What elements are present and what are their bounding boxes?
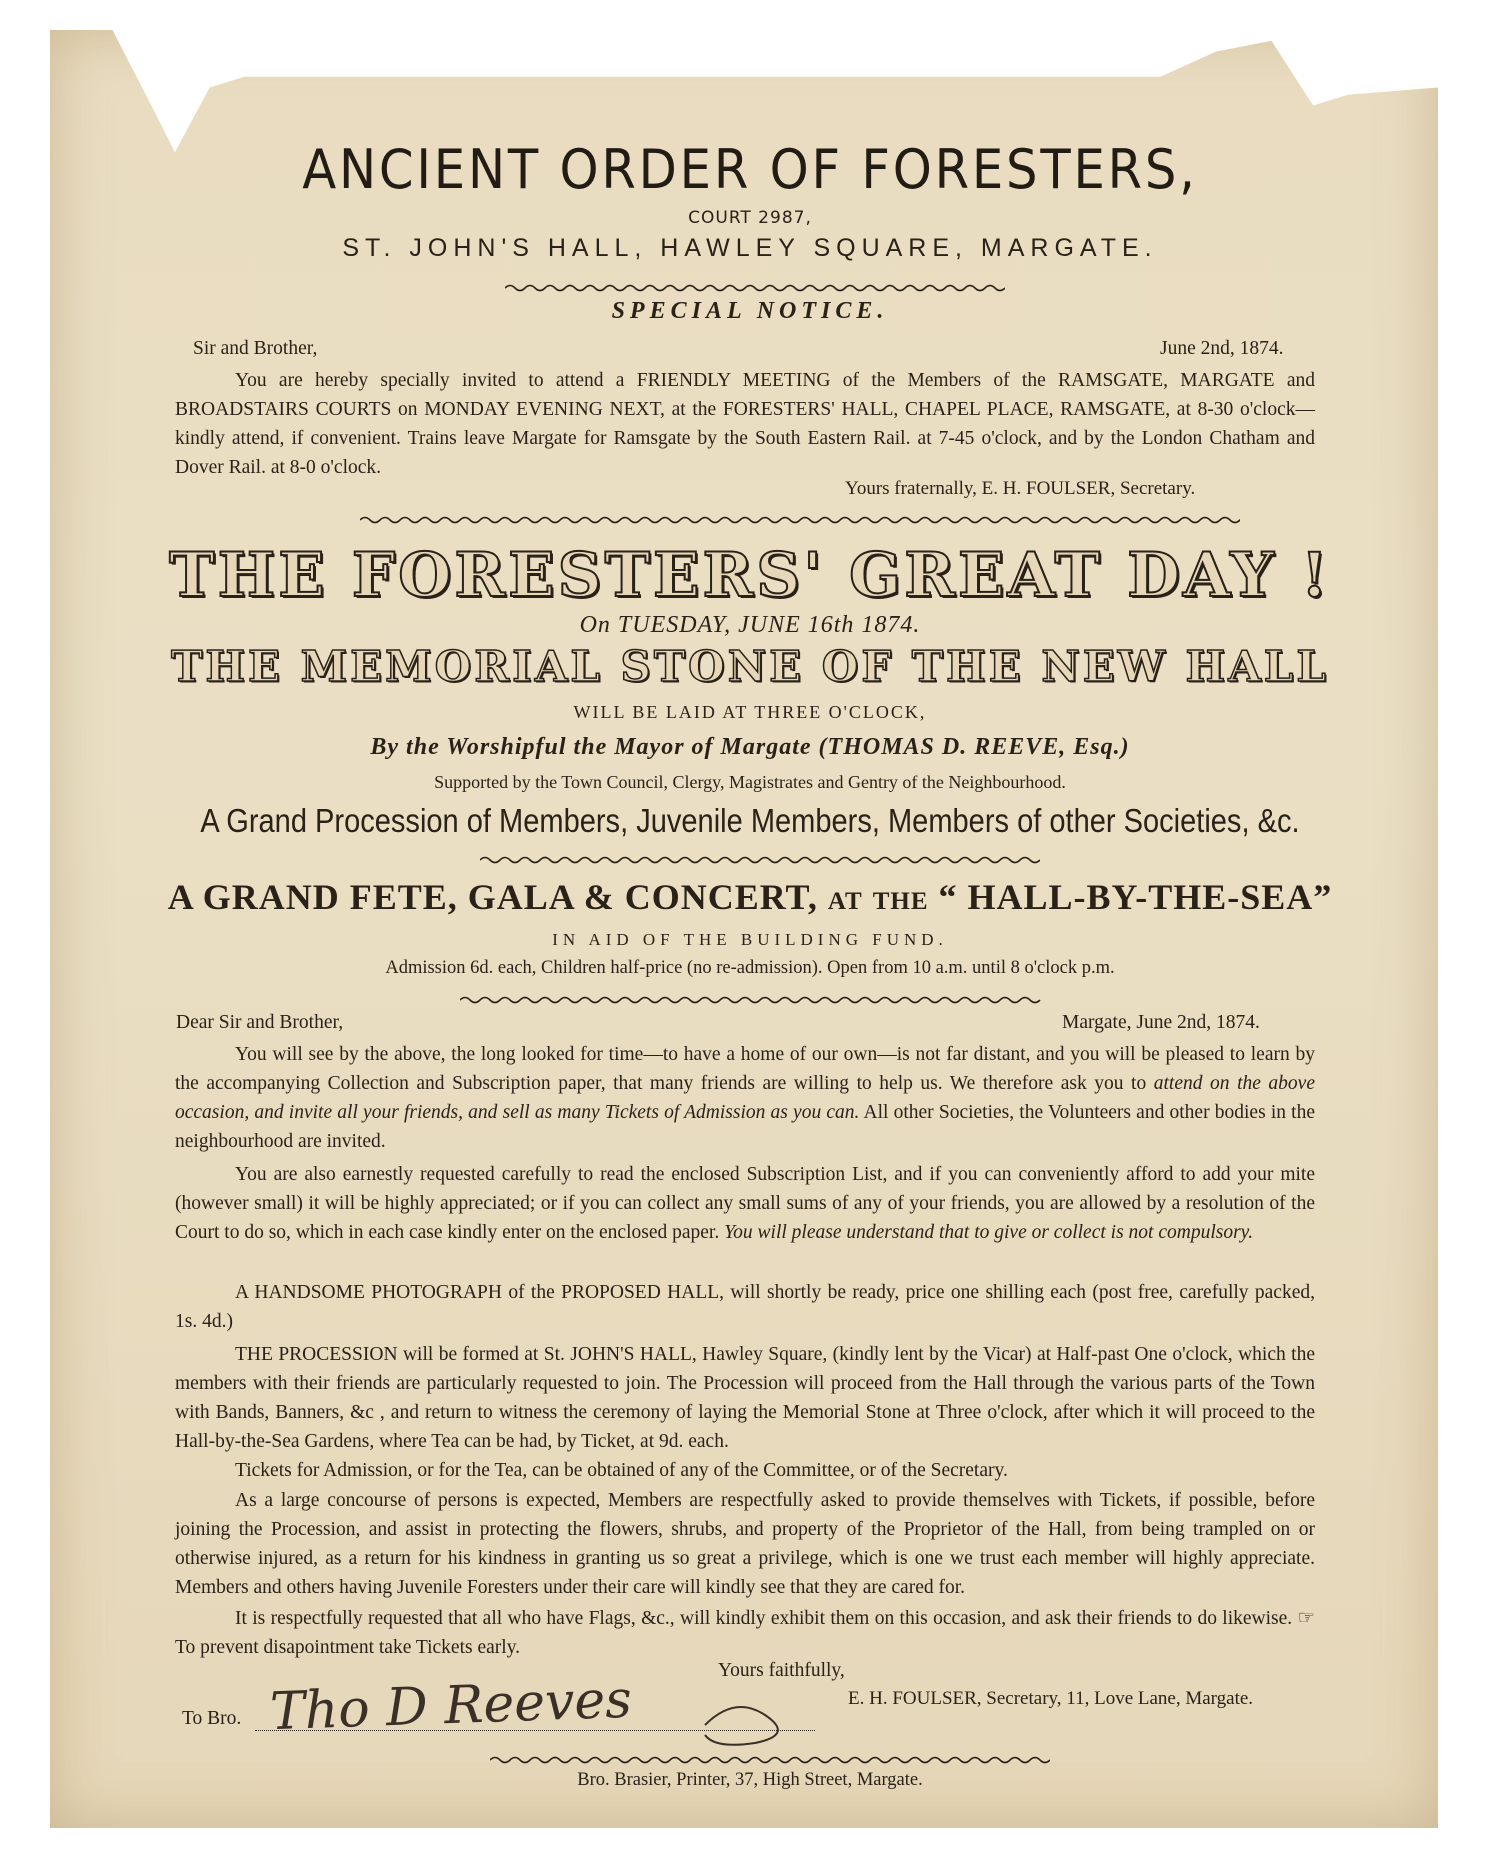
letter-paragraph-5: Tickets for Admission, or for the Tea, can be obtained of any of the Committee, or of the Secretary. bbox=[235, 1460, 1008, 1481]
notice-body: You are hereby specially invited to attend a FRIENDLY MEETING of the Members of the RAMSGATE, MARGATE and BROADSTAIRS COURTS on MONDAY EVENING NEXT, at the FORESTERS' HALL, CHAPEL PLACE, RAMSGATE, at 8-30 o'clock—kindly attend, if convenient. Trains leave Margate for Ramsgate by the South Eastern Rail. at 7-45 o'clock, and by the London Chatham and Dover Rail. at 8-0 o'clock. bbox=[175, 370, 1315, 478]
notice-salutation: Sir and Brother, bbox=[193, 338, 318, 359]
notice-signoff: Yours fraternally, E. H. FOULSER, Secretary. bbox=[845, 478, 1196, 499]
letter-paragraph-2: You are also earnestly requested carefully to read the enclosed Subscription List, and if you can conveniently afford to add your mite (however small) it will be highly appreciated; or if you can collect any small sums of any of your friends, you are allowed by a resolution of the Court to do so, which in each case kindly enter on the enclosed paper. You will please understand that to give or collect is not compulsory. bbox=[175, 1164, 1315, 1243]
letter-paragraph-6: As a large concourse of persons is expected, Members are respectfully asked to provide themselves with Tickets, if possible, before joining the Procession, and assist in protecting the flowers, shrubs, and property of the Proprietor of the Hall, from being trampled on or otherwise injured, as a return for his kindness in granting us so great a privilege, which is one we trust each member will highly appreciate. Members and others having Juvenile Foresters under their care will kindly see that they are cared for. bbox=[175, 1490, 1315, 1598]
event-headline: THE FORESTERS' GREAT DAY ! bbox=[169, 540, 1331, 611]
hall-address: ST. JOHN'S HALL, HAWLEY SQUARE, MARGATE. bbox=[342, 234, 1158, 262]
divider-squiggle bbox=[480, 854, 1040, 866]
building-fund-line: IN AID OF THE BUILDING FUND. bbox=[552, 930, 948, 949]
laying-time: WILL BE LAID AT THREE O'CLOCK, bbox=[573, 702, 927, 722]
divider-squiggle bbox=[505, 282, 1005, 294]
divider-squiggle bbox=[360, 514, 1240, 526]
supported-line: Supported by the Town Council, Clergy, Magistrates and Gentry of the Neighbourhood. bbox=[434, 772, 1066, 792]
notice-date: June 2nd, 1874. bbox=[1160, 338, 1284, 359]
signature-flourish bbox=[700, 1690, 810, 1750]
divider-squiggle bbox=[460, 994, 1050, 1006]
order-title: ANCIENT ORDER OF FORESTERS, bbox=[302, 138, 1198, 201]
mayor-line: By the Worshipful the Mayor of Margate (THOMAS D. REEVE, Esq.) bbox=[370, 734, 1130, 760]
event-date: On TUESDAY, JUNE 16th 1874. bbox=[579, 612, 921, 638]
court-number: COURT 2987, bbox=[688, 208, 812, 228]
secretary-line: E. H. FOULSER, Secretary, 11, Love Lane, Margate. bbox=[848, 1688, 1254, 1709]
special-notice-heading: SPECIAL NOTICE. bbox=[611, 298, 889, 324]
pointing-hand-icon: ☞ bbox=[1297, 1608, 1316, 1629]
letter-paragraph-3: A HANDSOME PHOTOGRAPH of the PROPOSED HALL, will shortly be ready, price one shilling each (post free, carefully packed, 1s. 4d.) bbox=[175, 1282, 1315, 1332]
letter-paragraph-7: It is respectfully requested that all who have Flags, &c., will kindly exhibit them on this occasion, and ask their friends to do likewise. ☞ To prevent disapointment take Tickets early. bbox=[175, 1608, 1316, 1658]
letter-date: Margate, June 2nd, 1874. bbox=[1062, 1012, 1260, 1033]
handwritten-signature: Tho D Reeves bbox=[269, 1669, 633, 1743]
to-bro-label: To Bro. bbox=[182, 1708, 242, 1729]
procession-line: A Grand Procession of Members, Juvenile Members, Members of other Societies, &c. bbox=[200, 802, 1300, 839]
grand-fete-line: A GRAND FETE, GALA & CONCERT, at the “ HALL-BY-THE-SEA” bbox=[167, 877, 1333, 917]
letter-salutation: Dear Sir and Brother, bbox=[176, 1012, 344, 1033]
closing-line: Yours faithfully, bbox=[718, 1660, 845, 1681]
memorial-stone-heading: THE MEMORIAL STONE OF THE NEW HALL bbox=[171, 642, 1329, 691]
admission-line: Admission 6d. each, Children half-price (no re-admission). Open from 10 a.m. until 8 o'clock p.m. bbox=[385, 958, 1115, 978]
printer-credit: Bro. Brasier, Printer, 37, High Street, Margate. bbox=[577, 1770, 923, 1790]
letter-paragraph-4: THE PROCESSION will be formed at St. JOHN'S HALL, Hawley Square, (kindly lent by the Vicar) at Half-past One o'clock, which the members with their friends are particularly requested to join. The Procession will proceed from the Hall through the various parts of the Town with Bands, Banners, &c , and return to witness the ceremony of laying the Memorial Stone at Three o'clock, after which it will proceed to the Hall-by-the-Sea Gardens, where Tea can be had, by Ticket, at 9d. each. bbox=[175, 1344, 1315, 1452]
divider-squiggle bbox=[490, 1754, 1050, 1766]
letter-paragraph-1: You will see by the above, the long looked for time—to have a home of our own—is not far distant, and you will be pleased to learn by the accompanying Collection and Subscription paper, that many friends are willing to help us. We therefore ask you to attend on the above occasion, and invite all your friends, and sell as many Tickets of Admission as you can. All other Societies, the Volunteers and other bodies in the neighbourhood are invited. bbox=[175, 1044, 1315, 1152]
